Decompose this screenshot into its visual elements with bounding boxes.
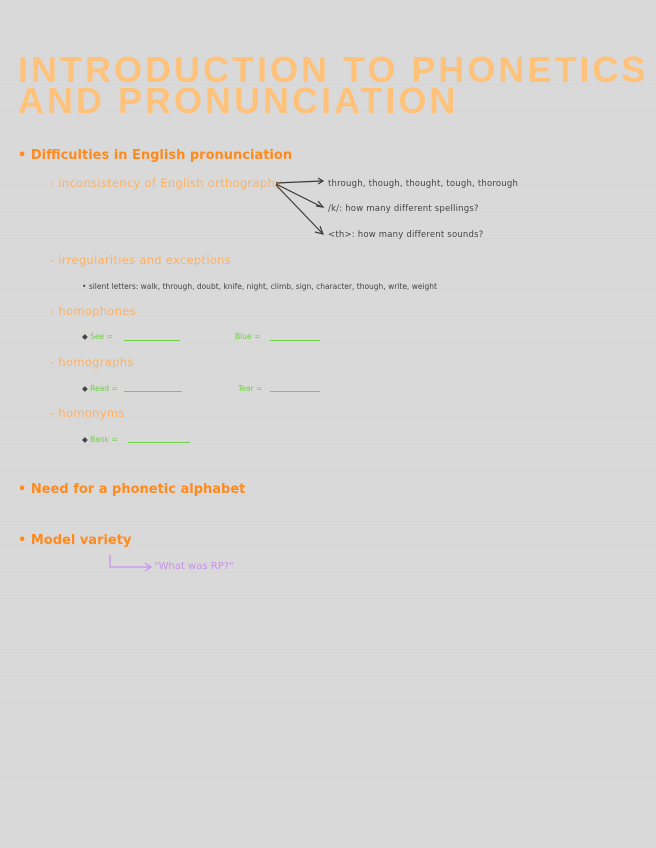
homophones-example-1 — [82, 332, 113, 341]
dash-marker: - — [50, 253, 59, 267]
subheading-inconsistency — [50, 176, 282, 190]
arrowhead — [316, 201, 323, 207]
bullet-dot: • — [18, 533, 31, 548]
dash-marker: - — [50, 406, 59, 420]
bullet-diamond: ◆ — [82, 435, 91, 444]
dash-marker: - — [50, 176, 59, 190]
homographs-example-2: Tear = — [238, 384, 263, 393]
page-title-line-2: AND PRONUNCIATION — [18, 80, 459, 121]
subheading-irregularities — [50, 253, 231, 267]
page-title-line-1: INTRODUCTION TO PHONETICS — [18, 49, 649, 90]
answer-blank — [270, 391, 320, 392]
arrowhead — [315, 226, 323, 234]
example-label: See = — [90, 332, 113, 341]
subheading-text: homonyms — [58, 406, 125, 420]
arrow-to-rp-note — [110, 555, 150, 567]
silent-letters-text: silent letters: walk, through, doubt, knife, night, climb, sign, character, though, write, weight — [88, 282, 437, 291]
subheading-text: inconsistency of English orthography — [58, 176, 283, 190]
bullet-diamond: ◆ — [82, 332, 91, 341]
example-label: Read = — [90, 384, 118, 393]
arrowhead — [145, 563, 151, 571]
section-heading-phonetic-alphabet — [18, 482, 245, 497]
answer-blank — [128, 442, 190, 443]
answer-blank — [124, 340, 180, 341]
example-line-3: <th>: how many different sounds? — [328, 230, 484, 240]
subheading-text: homophones — [58, 304, 136, 318]
subheading-text: irregularities and exceptions — [58, 253, 232, 267]
homophones-example-2: Blue = — [235, 332, 261, 341]
subheading-homographs — [50, 355, 134, 369]
homographs-example-1 — [82, 384, 118, 393]
answer-blank — [124, 391, 182, 392]
dash-marker: - — [50, 304, 59, 318]
example-line-1: through, though, thought, tough, thorough — [328, 179, 519, 189]
arrowhead — [318, 178, 323, 184]
example-line-2: /k/: how many different spellings? — [328, 204, 479, 214]
bullet-dot: • — [82, 282, 89, 291]
rp-question-note: "What was RP?" — [154, 561, 234, 572]
arrow-to-example-3 — [276, 185, 322, 233]
arrow-to-example-2 — [276, 184, 322, 207]
silent-letters-line — [82, 282, 437, 291]
dash-marker: - — [50, 355, 59, 369]
example-label: Bank = — [90, 435, 118, 444]
subheading-text: homographs — [58, 355, 134, 369]
bullet-dot: • — [18, 482, 31, 497]
arrow-to-example-1 — [276, 181, 322, 183]
section-heading-difficulties — [18, 148, 292, 163]
section-heading-text: Need for a phonetic alphabet — [30, 482, 246, 497]
subheading-homophones — [50, 304, 136, 318]
bullet-diamond: ◆ — [82, 384, 91, 393]
answer-blank — [270, 340, 320, 341]
bullet-dot: • — [18, 148, 31, 163]
section-heading-text: Difficulties in English pronunciation — [30, 148, 293, 163]
section-heading-model-variety — [18, 533, 131, 548]
section-heading-text: Model variety — [30, 533, 132, 548]
homonyms-example-1 — [82, 435, 118, 444]
subheading-homonyms — [50, 406, 125, 420]
